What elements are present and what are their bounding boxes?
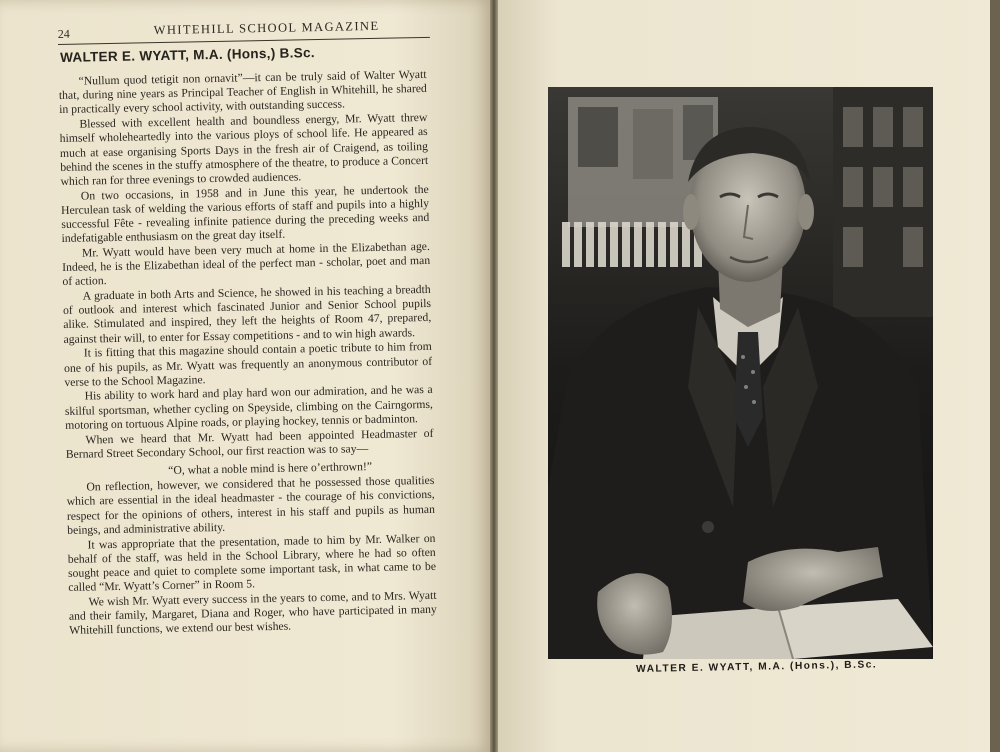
portrait-illustration — [548, 87, 933, 659]
shakespeare-quote: “O, what a noble mind is here o’erthrown!” — [168, 460, 373, 477]
article-paragraph: His ability to work hard and play hard won our admiration, and he was a skilful sportsman, whether cycling on Speyside, climbing on the Cairngorms, motoring on tortuous Alpine roads, or playing hockey, tennis or badminton. — [64, 383, 433, 432]
tribute-article — [58, 43, 437, 639]
article-paragraph: We wish Mr. Wyatt every success in the years to come, and to Mrs. Wyatt and their family, Margaret, Diana and Roger, who have participated in many Whitehill functions, we extend our best wishes. — [68, 588, 437, 638]
running-head — [57, 11, 429, 45]
portrait-photograph — [548, 87, 933, 659]
journal-title: WHITEHILL SCHOOL MAGAZINE — [153, 18, 380, 38]
article-paragraph: When we heard that Mr. Wyatt had been appointed Headmaster of Bernard Street Secondary School, our first reaction was to say— — [65, 426, 434, 461]
article-paragraph: It is fitting that this magazine should contain a poetic tribute to him from one of his pupils, as Mr. Wyatt was frequently an anonymous contributor of verse to the School Magazine. — [63, 340, 433, 389]
article-paragraph: On two occasions, in 1958 and in June this year, he undertook the Herculean task of welding the various efforts of staff and pupils into a highly successful Fête - revealing infinite patience during the preceding weeks and indefatigable enthusiasm on the great day itself. — [60, 182, 430, 246]
left-page — [0, 0, 492, 752]
article-paragraph: “Nullum quod tetigit non ornavit”—it can be truly said of Walter Wyatt that, during nine years as Principal Teacher of English in Whitehill, he shared in practically every school activity, with outstanding success. — [58, 67, 427, 117]
photo-caption: WALTER E. WYATT, M.A. (Hons.), B.Sc. — [636, 659, 878, 675]
article-paragraph: It was appropriate that the presentation, made to him by Mr. Walker on behalf of the staff, was held in the School Library, where he had so often sought peace and quiet to complete some important task, in what came to be called “Mr. Wyatt’s Corner” in Room 5. — [67, 531, 437, 595]
article-paragraph: Blessed with excellent health and boundless energy, Mr. Wyatt threw himself wholeheartedly into the various ploys of school life. He appeared as much at ease organising Sports Days in the fresh air of Craigend, as toiling behind the scenes in the stuffy atmosphere of the theatre, to produce a Concert which ran for three evenings to crowded audiences. — [59, 111, 429, 188]
article-paragraph: On reflection, however, we considered that he possessed those qualities which are essential in the ideal headmaster - the courage of his convictions, respect for the opinions of others, interest in his staff and pupils as human beings, and administrative ability. — [66, 474, 436, 537]
page-number: 24 — [57, 26, 70, 42]
article-paragraph: Mr. Wyatt would have been very much at home in the Elizabethan age. Indeed, he is the Elizabethan ideal of the perfect man - scholar, poet and man of action. — [62, 239, 431, 289]
book-gutter — [490, 0, 498, 752]
article-headline: WALTER E. WYATT, M.A. (Hons,) B.Sc. — [59, 45, 316, 65]
article-paragraph: A graduate in both Arts and Science, he showed in his teaching a breadth of outlook and interest which fascinated Junior and Senior School pupils alike. Stimulated and inspired, they left the heights of Room 47, prepared, against their will, to enter for Essay competitions - and to win high awards. — [62, 282, 432, 346]
page-edge — [990, 0, 1000, 752]
